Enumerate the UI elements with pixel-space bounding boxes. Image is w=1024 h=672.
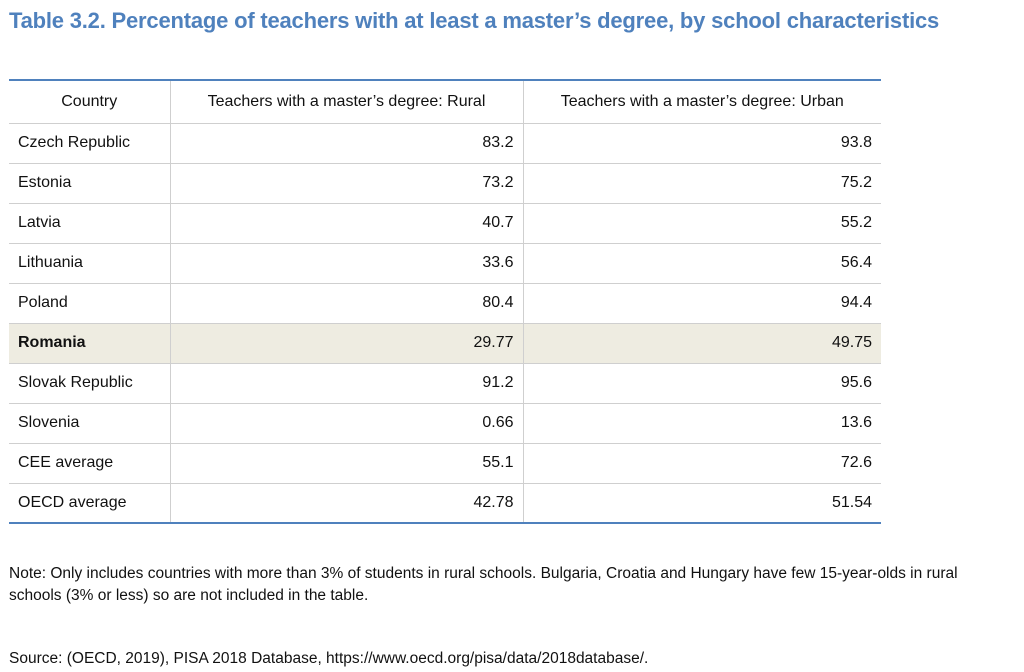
table-row [9, 243, 881, 283]
cell-country: Slovenia [9, 403, 170, 443]
cell-country: CEE average [9, 443, 170, 483]
table-row [9, 203, 881, 243]
cell-rural: 29.77 [170, 323, 523, 363]
table-title: Table 3.2. Percentage of teachers with at least a master’s degree, by school characteristics [9, 8, 940, 33]
table-row [9, 163, 881, 203]
cell-country: Poland [9, 283, 170, 323]
cell-rural: 42.78 [170, 483, 523, 523]
column-header-urban: Teachers with a master’s degree: Urban [523, 81, 881, 123]
table-row [9, 443, 881, 483]
cell-urban: 13.6 [523, 403, 881, 443]
cell-urban: 95.6 [523, 363, 881, 403]
cell-rural: 80.4 [170, 283, 523, 323]
column-header-country: Country [9, 81, 170, 123]
cell-rural: 55.1 [170, 443, 523, 483]
table-source: Source: (OECD, 2019), PISA 2018 Database, https://www.oecd.org/pisa/data/2018database/. [9, 650, 649, 667]
column-header-rural: Teachers with a master’s degree: Rural [170, 81, 523, 123]
cell-country: Romania [9, 323, 170, 363]
table-row [9, 323, 881, 363]
note-line-1: Note: Only includes countries with more than 3% of students in rural schools. Bulgaria, Croatia and Hungary have few 15-year-olds in rural [9, 565, 958, 582]
cell-rural: 40.7 [170, 203, 523, 243]
cell-urban: 51.54 [523, 483, 881, 523]
cell-country: Slovak Republic [9, 363, 170, 403]
cell-rural: 0.66 [170, 403, 523, 443]
cell-country: Estonia [9, 163, 170, 203]
cell-country: Czech Republic [9, 123, 170, 163]
cell-urban: 93.8 [523, 123, 881, 163]
cell-rural: 91.2 [170, 363, 523, 403]
cell-urban: 94.4 [523, 283, 881, 323]
table-row [9, 283, 881, 323]
data-table [9, 81, 881, 524]
cell-urban: 55.2 [523, 203, 881, 243]
table-row [9, 403, 881, 443]
cell-urban: 49.75 [523, 323, 881, 363]
cell-urban: 56.4 [523, 243, 881, 283]
cell-rural: 83.2 [170, 123, 523, 163]
table-note [9, 563, 1024, 607]
table-row [9, 483, 881, 523]
cell-rural: 73.2 [170, 163, 523, 203]
note-line-2: schools (3% or less) so are not included in the table. [9, 587, 369, 604]
cell-rural: 33.6 [170, 243, 523, 283]
table-row [9, 123, 881, 163]
cell-country: OECD average [9, 483, 170, 523]
cell-urban: 72.6 [523, 443, 881, 483]
table-row [9, 363, 881, 403]
table-body [9, 123, 881, 523]
cell-country: Lithuania [9, 243, 170, 283]
cell-urban: 75.2 [523, 163, 881, 203]
cell-country: Latvia [9, 203, 170, 243]
data-table-container [9, 79, 881, 524]
table-header-row [9, 81, 881, 123]
